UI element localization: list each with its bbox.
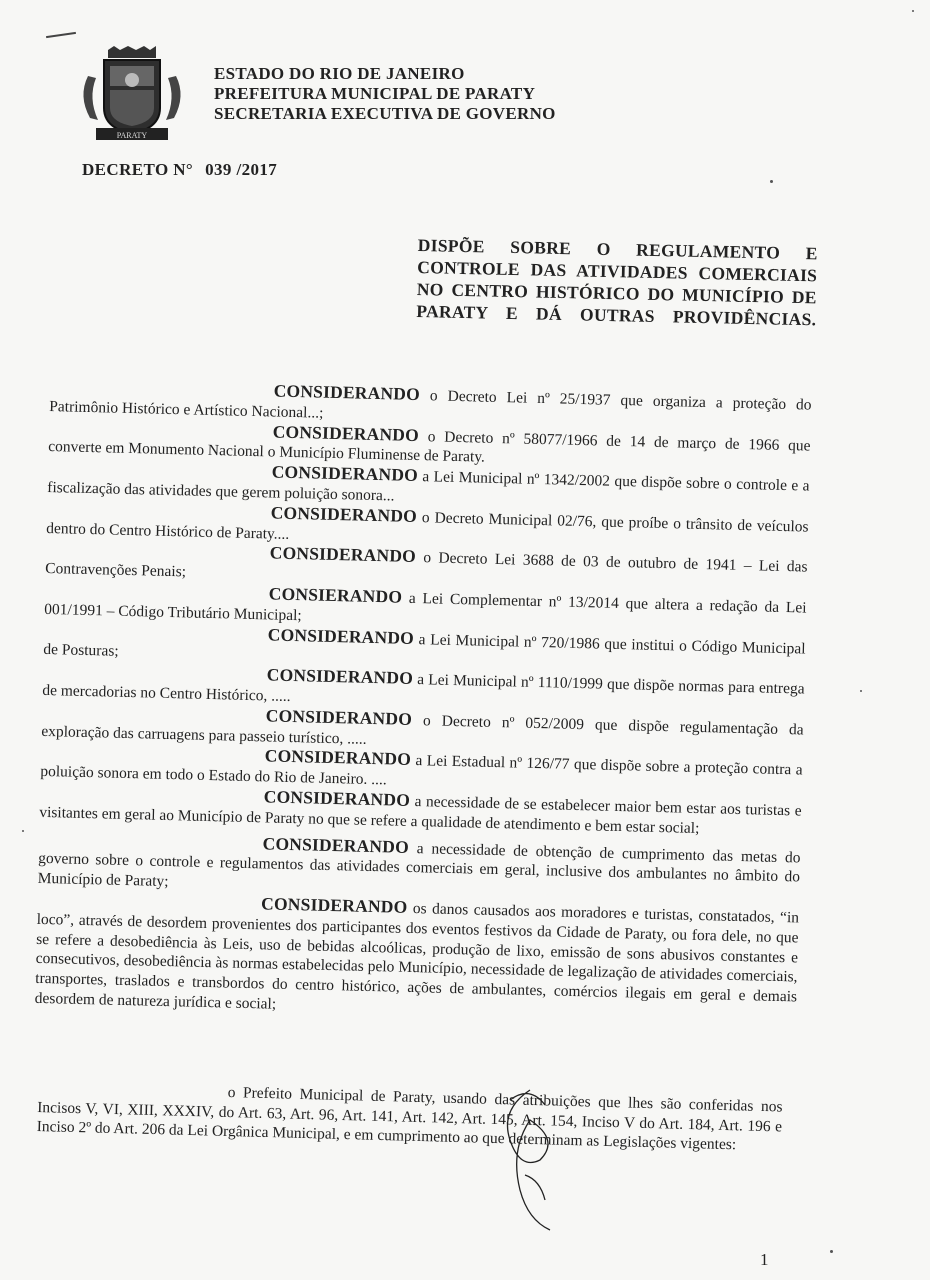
letterhead-state: ESTADO DO RIO DE JANEIRO <box>214 64 465 83</box>
svg-text:PARATY: PARATY <box>116 131 148 140</box>
consideration-text: a Lei Estadual nº 126/77 que dispõe sobre a proteção contra a poluição sonora em todo o Estado do Rio de Janeiro. .... <box>40 752 803 789</box>
consideration-keyword: CONSIDERANDO <box>272 421 420 445</box>
consideration-keyword: CONSIDERANDO <box>267 623 415 648</box>
consideration-keyword: CONSIDERANDO <box>262 832 410 857</box>
consideration-text: o Decreto nº 58077/1966 de 14 de março de 1966 que converte em Monumento Nacional o Município Fluminense de Paraty. <box>48 427 811 467</box>
consideration-keyword: CONSIDERANDO <box>273 380 421 405</box>
consideration-keyword: CONSIDERANDO <box>263 786 411 810</box>
consideration-keyword: CONSIERANDO <box>268 583 403 607</box>
consideration-text: a Lei Municipal nº 720/1986 que institui o Código Municipal de Posturas; <box>43 630 806 661</box>
scan-speck <box>830 1250 833 1253</box>
scan-mark <box>46 32 76 38</box>
page-number: 1 <box>760 1250 769 1269</box>
consideration-keyword: CONSIDERANDO <box>271 461 419 486</box>
letterhead <box>214 64 556 124</box>
consideration-text: os danos causados aos moradores e turistas, constatados, “in loco”, através de desordem provenientes dos participantes dos eventos festivos da Cidade de Paraty, ou fora dele, no que se refere a desobediência às Leis, uso de bebidas alcoólicas, produção de lixo, emissão de sons abusivos constantes e consecutivos, desobediência às normas estabelecidas pelo Município, necessidade de legalização de atividades comerciais, transportes, traslados e transbordos do centro histórico, ações de ambulantes, comércios ilegais em geral e demais desordem de natureza jurídica e social; <box>34 899 800 1013</box>
consideration-keyword: CONSIDERANDO <box>269 542 417 567</box>
consideration-text: a Lei Municipal nº 1342/2002 que dispõe sobre o controle e a fiscalização das atividades que gerem poluição sonora... <box>47 468 810 505</box>
letterhead-prefecture: PREFEITURA MUNICIPAL DE PARATY <box>214 84 536 103</box>
scan-speck <box>860 690 862 692</box>
considerations-list <box>35 376 812 1027</box>
consideration-text: o Decreto Lei 3688 de 03 de outubro de 1941 – Lei das Contravenções Penais; <box>45 549 808 581</box>
decree-summary: DISPÕE SOBRE O REGULAMENTO E CONTROLE DAS ATIVIDADES COMERCIAIS NO CENTRO HISTÓRICO DO MUNICÍPIO DE PARATY E DÁ OUTRAS PROVIDÊNCIAS. <box>416 234 818 330</box>
decree-number <box>82 160 277 180</box>
consideration-keyword: CONSIDERANDO <box>266 664 414 689</box>
decree-label: DECRETO N° <box>82 160 194 179</box>
municipal-crest-logo <box>78 46 186 142</box>
consideration-keyword: CONSIDERANDO <box>265 705 413 729</box>
signature-mark <box>470 1080 590 1240</box>
decree-value: 039 /2017 <box>205 160 278 179</box>
scan-speck <box>770 180 773 183</box>
consideration-text: a Lei Complementar nº 13/2014 que altera a redação da Lei 001/1991 – Código Tributário Municipal; <box>44 589 807 624</box>
consideration-text: a Lei Municipal nº 1110/1999 que dispõe normas para entrega de mercadorias no Centro Histórico, ..... <box>42 671 805 705</box>
enacting-text: o Prefeito Municipal de Paraty, usando das atribuições que lhes são conferidas nos Incisos V, VI, XIII, XXXIV, do Art. 63, Art. 96, Art. 141, Art. 142, Art. 145, Art. 154, Inciso V do Art. 184, Art. 196 e Inciso 2º do Art. 206 da Lei Orgânica Municipal, e em cumprimento ao que determinam as Legislações vigentes: <box>36 1083 783 1154</box>
consideration-text: o Decreto nº 052/2009 que dispõe regulamentação da exploração das carruagens para passeio turístico, ..... <box>41 711 804 748</box>
consideration-text: a necessidade de obtenção de cumprimento das metas do governo sobre o controle e regulamentos das atividades comerciais em geral, inclusive dos ambulantes no âmbito do Município de Paraty; <box>37 839 801 891</box>
consideration-keyword: CONSIDERANDO <box>260 893 408 917</box>
consideration-item <box>35 889 800 1027</box>
consideration-text: o Decreto Municipal 02/76, que proíbe o trânsito de veículos dentro do Centro Histórico de Paraty.... <box>46 508 809 543</box>
letterhead-secretariat: SECRETARIA EXECUTIVA DE GOVERNO <box>214 104 556 123</box>
consideration-keyword: CONSIDERANDO <box>270 502 418 526</box>
scan-speck <box>22 830 24 832</box>
consideration-keyword: CONSIDERANDO <box>264 745 412 770</box>
scan-speck <box>912 10 914 12</box>
enacting-paragraph <box>36 1078 782 1156</box>
consideration-text: a necessidade de se estabelecer maior bem estar aos turistas e visitantes em geral ao Município de Paraty no que se refere a qualidade de atendimento e bem estar social; <box>39 792 802 837</box>
consideration-text: o Decreto Lei nº 25/1937 que organiza a proteção do Patrimônio Histórico e Artístico Nacional...; <box>49 387 812 422</box>
